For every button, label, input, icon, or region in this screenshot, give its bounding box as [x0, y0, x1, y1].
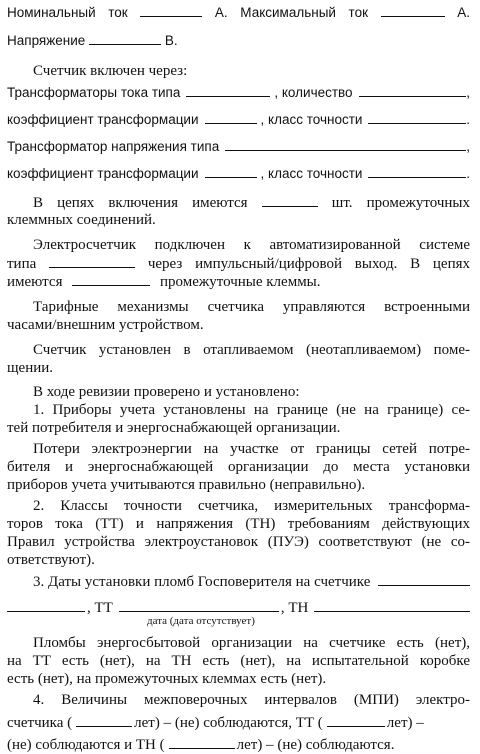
item3-line-1	[33, 572, 470, 591]
nominal-current-label: Номинальный ток	[7, 5, 128, 20]
ct-accuracy-label: , класс точности	[260, 112, 363, 127]
item4-tt-tail: лет) –	[386, 715, 424, 731]
clamps-line-2: клеммных соединений.	[7, 212, 156, 228]
seals-line-2: на ТТ есть (нет), на ТН есть (нет), на испытательной коробке	[7, 653, 470, 669]
vt-period: .	[466, 166, 470, 181]
room-line-2: щении.	[7, 360, 54, 376]
tn-label: , ТН	[280, 600, 309, 616]
nominal-current-unit: А.	[214, 5, 228, 20]
ct-type-blank[interactable]	[186, 83, 270, 97]
clamps-count-blank[interactable]	[262, 193, 318, 207]
ct-label: Трансформаторы тока типа	[7, 85, 181, 100]
item2-line-2: торов тока (ТТ) и напряжения (ТН) требованиям действующих	[7, 516, 470, 532]
tariff-line-2: часами/внешним устройством.	[7, 317, 204, 333]
seal-date-caption: дата (дата отсутствует)	[147, 615, 255, 627]
asku-clamps-text: промежуточные клеммы.	[159, 274, 321, 290]
voltage-unit: В.	[164, 33, 178, 48]
voltage-line	[7, 31, 470, 50]
asku-line-1: Электросчетчик подключен к автоматизированной системе	[33, 237, 470, 253]
ct-comma: ,	[466, 85, 470, 100]
loss-line-3: приборов учета учитываются правильно (неправильно).	[7, 477, 366, 493]
asku-clamps-label: имеются	[7, 274, 63, 290]
current-ratings-line	[7, 3, 470, 22]
clamps-text-b: шт. промежуточных	[331, 195, 471, 211]
ct-ratio-label: коэффициент трансформации	[7, 112, 199, 127]
item4-line-3	[7, 735, 470, 754]
vt-accuracy-label: , класс точности	[260, 166, 363, 181]
nominal-current-blank[interactable]	[140, 3, 202, 17]
ct-period: .	[466, 112, 470, 127]
vt-comma: ,	[466, 139, 470, 154]
loss-line-1: Потери электроэнергии на участке от границы сетей потре-	[33, 441, 470, 457]
max-current-unit: А.	[457, 5, 470, 20]
vt-ratio-label: коэффициент трансформации	[7, 166, 199, 181]
ct-ratio-blank[interactable]	[205, 110, 257, 124]
ct-ratio-line	[7, 110, 470, 129]
item2-line-1: 2. Классы точности счетчика, измерительных трансформа-	[33, 498, 470, 514]
item3-text: 3. Даты установки пломб Госповерителя на счетчике	[33, 574, 371, 590]
item4-line-2	[7, 713, 470, 732]
vt-label: Трансформатор напряжения типа	[7, 139, 220, 154]
vt-line	[7, 137, 470, 156]
voltage-blank[interactable]	[89, 31, 161, 45]
meter-seal-date-blank[interactable]	[378, 572, 470, 586]
voltage-label: Напряжение	[7, 33, 86, 48]
seals-line-1: Пломбы энергосбытовой организации на счетчике есть (нет),	[33, 635, 470, 651]
vt-ratio-blank[interactable]	[205, 164, 257, 178]
vt-accuracy-blank[interactable]	[368, 164, 466, 178]
asku-type-label: типа	[7, 256, 37, 272]
asku-line-2	[7, 254, 470, 273]
asku-line-3	[7, 272, 470, 291]
tn-mpi-blank[interactable]	[169, 735, 235, 749]
max-current-blank[interactable]	[381, 3, 445, 17]
room-line-1: Счетчик установлен в отапливаемом (неотапливаемом) поме-	[33, 342, 470, 358]
tt-seal-date-blank[interactable]	[119, 598, 279, 612]
clamps-line-1	[33, 193, 470, 212]
tt-mpi-blank[interactable]	[327, 713, 385, 727]
asku-type-blank[interactable]	[49, 254, 135, 268]
item1-line-1: 1. Приборы учета установлены на границе (не на границе) се-	[33, 402, 470, 418]
item4-tn-label: (не) соблюдаются и ТН (	[7, 737, 165, 753]
vt-ratio-line	[7, 164, 470, 183]
clamps-text-a: В цепях включения имеются	[33, 195, 248, 211]
tn-seal-date-blank[interactable]	[314, 598, 470, 612]
ct-count-blank[interactable]	[359, 83, 467, 97]
item2-line-3: Правил устройства электроустановок (ПУЭ) соответствуют (не со-	[7, 534, 470, 550]
meter-seal-date-blank-2[interactable]	[7, 598, 85, 612]
tariff-line-1: Тарифные механизмы счетчика управляются встроенными	[33, 299, 470, 315]
asku-clamps-blank[interactable]	[72, 272, 150, 286]
ct-count-label: , количество	[274, 85, 353, 100]
vt-type-blank[interactable]	[225, 137, 466, 151]
ct-accuracy-blank[interactable]	[368, 110, 466, 124]
ct-line	[7, 83, 470, 102]
max-current-label: Максимальный ток	[240, 5, 368, 20]
seals-line-3: есть (нет), на промежуточных клеммах есть (нет).	[7, 671, 327, 687]
item4-tt-label: лет) – (не) соблюдаются, ТТ (	[134, 715, 323, 731]
loss-line-2: бителя и энергоснабжающей организации до места установки	[7, 459, 470, 475]
audit-heading: В ходе ревизии проверено и установлено:	[33, 384, 300, 400]
connection-heading: Счетчик включен через:	[33, 63, 188, 79]
asku-output-text: через импульсный/цифровой выход. В цепях	[147, 256, 471, 272]
item2-line-4: ответствуют).	[7, 552, 95, 568]
item4-tn-tail: лет) – (не) соблюдаются.	[236, 737, 395, 753]
item4-meter-label: счетчика (	[7, 715, 73, 731]
item4-line-1: 4. Величины межповерочных интервалов (МПИ) электро-	[33, 692, 470, 708]
tt-label: , ТТ	[87, 600, 113, 616]
item1-line-2: тей потребителя и энергоснабжающей организации.	[7, 420, 341, 436]
meter-mpi-blank[interactable]	[76, 713, 132, 727]
